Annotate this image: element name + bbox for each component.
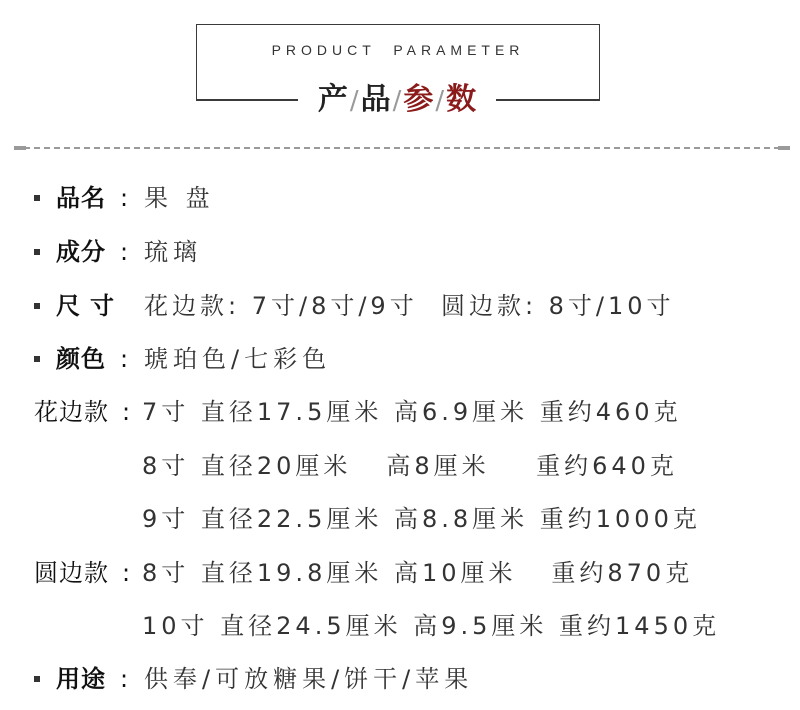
bullet-icon (34, 303, 40, 309)
spec-value: 琉璃 (144, 238, 202, 266)
spec-label: 用途 (56, 665, 106, 693)
bullet-icon (34, 356, 40, 362)
spec-label: 花边款 (34, 398, 109, 426)
spec-value: 8寸 直径19.8厘米 高10厘米 重约870克 (142, 559, 694, 587)
spec-value: 供奉/可放糖果/饼干/苹果 (144, 665, 474, 693)
bullet-icon (34, 249, 40, 255)
header-subtitle: PRODUCT PARAMETER (271, 42, 525, 58)
divider-cap-right (778, 146, 790, 150)
spec-colon: : (120, 184, 129, 212)
spec-colon: : (120, 345, 129, 373)
header-frame-line-right (496, 99, 600, 101)
spec-label: 圆边款 (34, 559, 109, 587)
title-char-2: 品 (360, 82, 391, 117)
spec-value: 9寸 直径22.5厘米 高8.8厘米 重约1000克 (142, 505, 701, 533)
spec-colon: : (120, 238, 129, 266)
header-frame-line-left (196, 99, 298, 101)
title-separator: / (392, 86, 402, 116)
section-divider (14, 147, 790, 149)
spec-value: 8寸 直径20厘米 高8厘米 重约640克 (142, 452, 678, 480)
title-separator: / (435, 86, 445, 116)
spec-value: 琥珀色/七彩色 (144, 345, 332, 373)
spec-colon: : (122, 559, 131, 587)
title-char-3: 参 (403, 82, 434, 117)
spec-label: 尺寸 (56, 292, 124, 320)
spec-label: 成分 (56, 238, 106, 266)
spec-label: 品名 (56, 184, 106, 212)
spec-colon: : (120, 665, 129, 693)
spec-value: 果 盘 (144, 184, 215, 212)
spec-value: 7寸 直径17.5厘米 高6.9厘米 重约460克 (142, 398, 682, 426)
spec-value: 10寸 直径24.5厘米 高9.5厘米 重约1450克 (142, 612, 721, 640)
title-separator: / (349, 86, 359, 116)
spec-label: 颜色 (56, 345, 106, 373)
bullet-icon (34, 195, 40, 201)
title-char-1: 产 (317, 82, 348, 117)
spec-value: 花边款: 7寸/8寸/9寸 圆边款: 8寸/10寸 (144, 292, 675, 320)
bullet-icon (34, 676, 40, 682)
page-title (298, 78, 496, 122)
title-char-4: 数 (446, 82, 477, 117)
spec-colon: : (122, 398, 131, 426)
divider-cap-left (14, 146, 26, 150)
